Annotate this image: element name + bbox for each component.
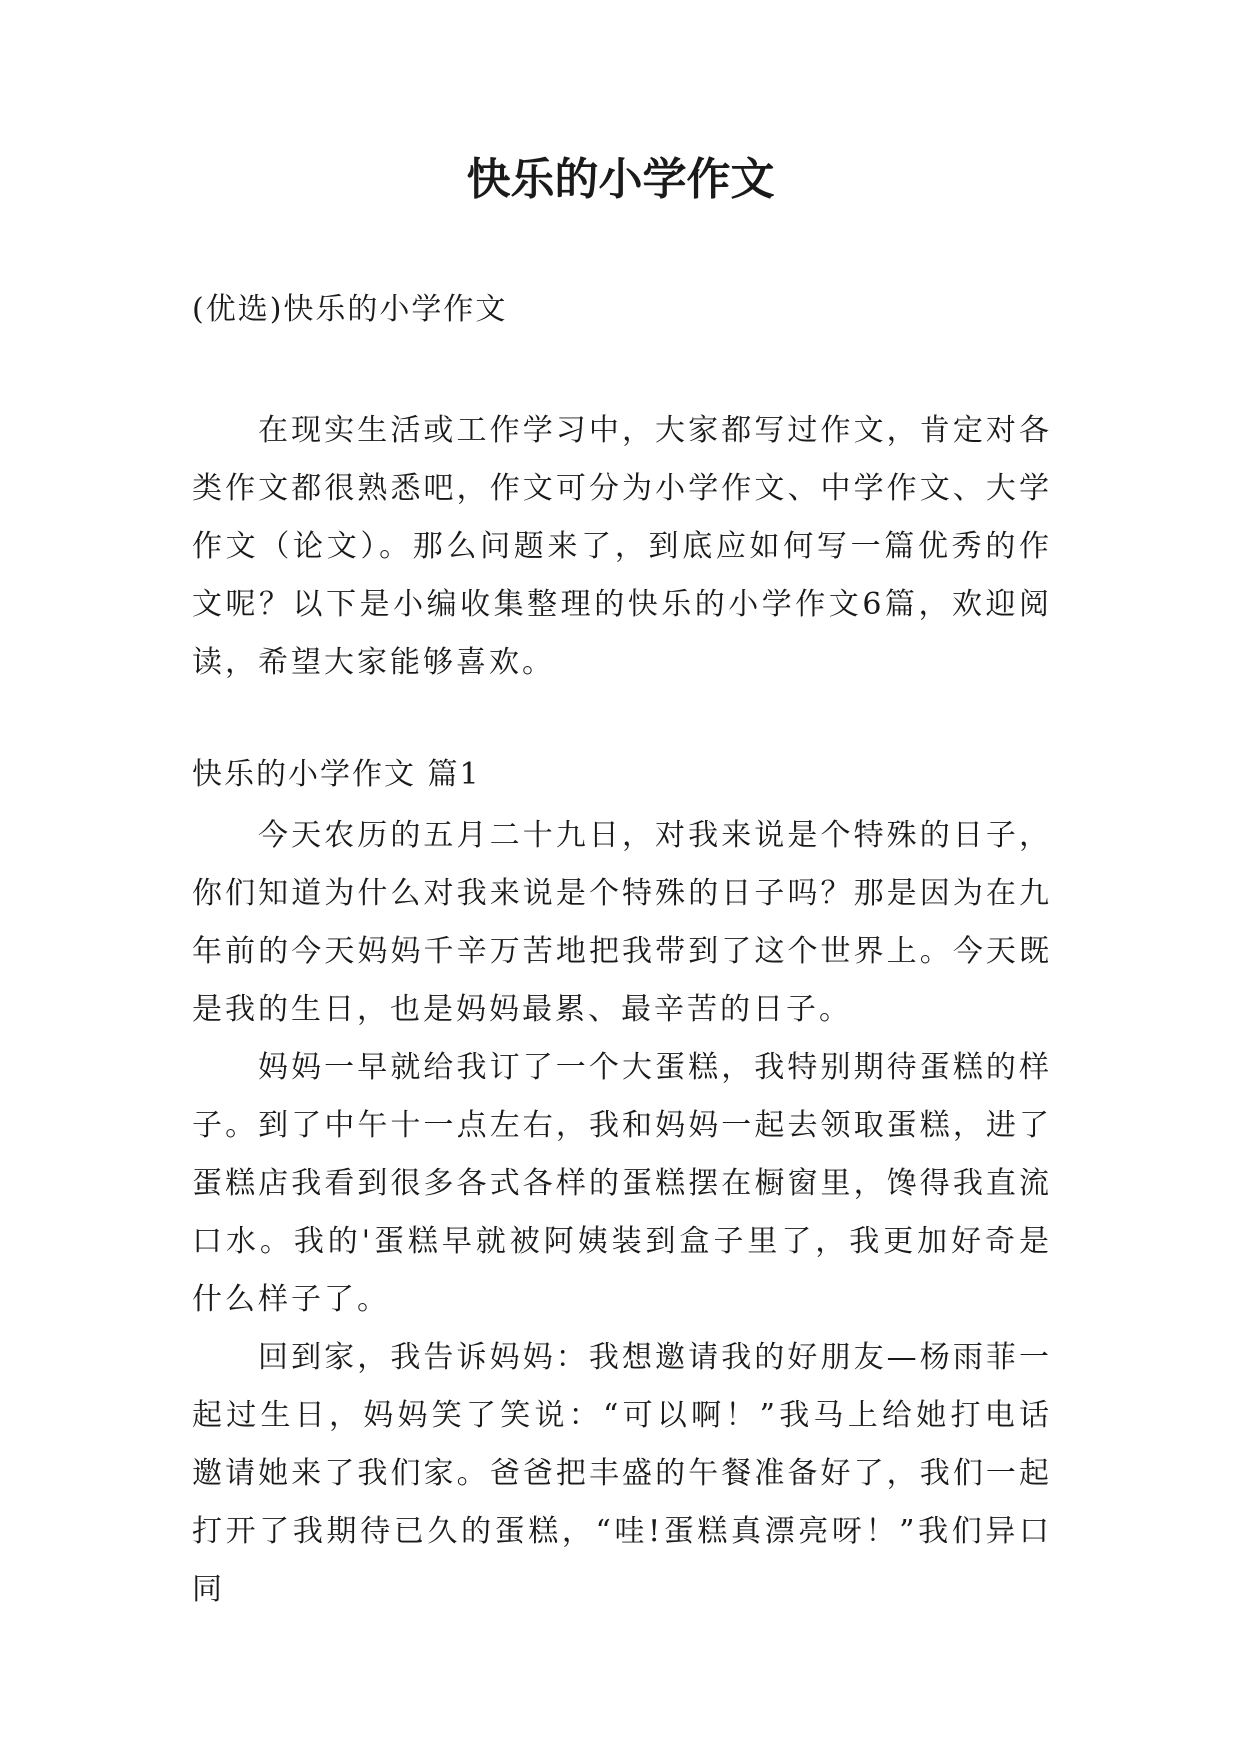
essay-paragraph-1: 今天农历的五月二十九日，对我来说是个特殊的日子，你们知道为什么对我来说是个特殊的日子吗？那是因为在九年前的今天妈妈千辛万苦地把我带到了这个世界上。今天既是我的生日，也是妈妈最累、最辛苦的日子。 (192, 818, 1052, 1027)
intro-paragraph: 在现实生活或工作学习中，大家都写过作文，肯定对各类作文都很熟悉吧，作文可分为小学作文、中学作文、大学作文（论文）。那么问题来了，到底应如何写一篇优秀的作文呢？以下是小编收集整理的快乐的小学作文6篇，欢迎阅读，希望大家能够喜欢。 (192, 413, 1052, 680)
document-title: 快乐的小学作文 (466, 154, 775, 205)
essay-paragraph-3: 回到家，我告诉妈妈：我想邀请我的好朋友—杨雨菲一起过生日，妈妈笑了笑说：“可以啊！”我马上给她打电话邀请她来了我们家。爸爸把丰盛的午餐准备好了，我们一起打开了我期待已久的蛋糕，“哇!蛋糕真漂亮呀！”我们异口同 (192, 1340, 1052, 1607)
essay-paragraph-2: 妈妈一早就给我订了一个大蛋糕，我特别期待蛋糕的样子。到了中午十一点左右，我和妈妈一起去领取蛋糕，进了蛋糕店我看到很多各式各样的蛋糕摆在橱窗里，馋得我直流口水。我的'蛋糕早就被阿姨装到盒子里了，我更加好奇是什么样子了。 (192, 1050, 1052, 1317)
section-heading: 快乐的小学作文 篇1 (192, 757, 481, 792)
intro-section (192, 402, 1052, 692)
essay-body (192, 807, 1052, 1619)
document-subtitle: (优选)快乐的小学作文 (192, 292, 508, 327)
